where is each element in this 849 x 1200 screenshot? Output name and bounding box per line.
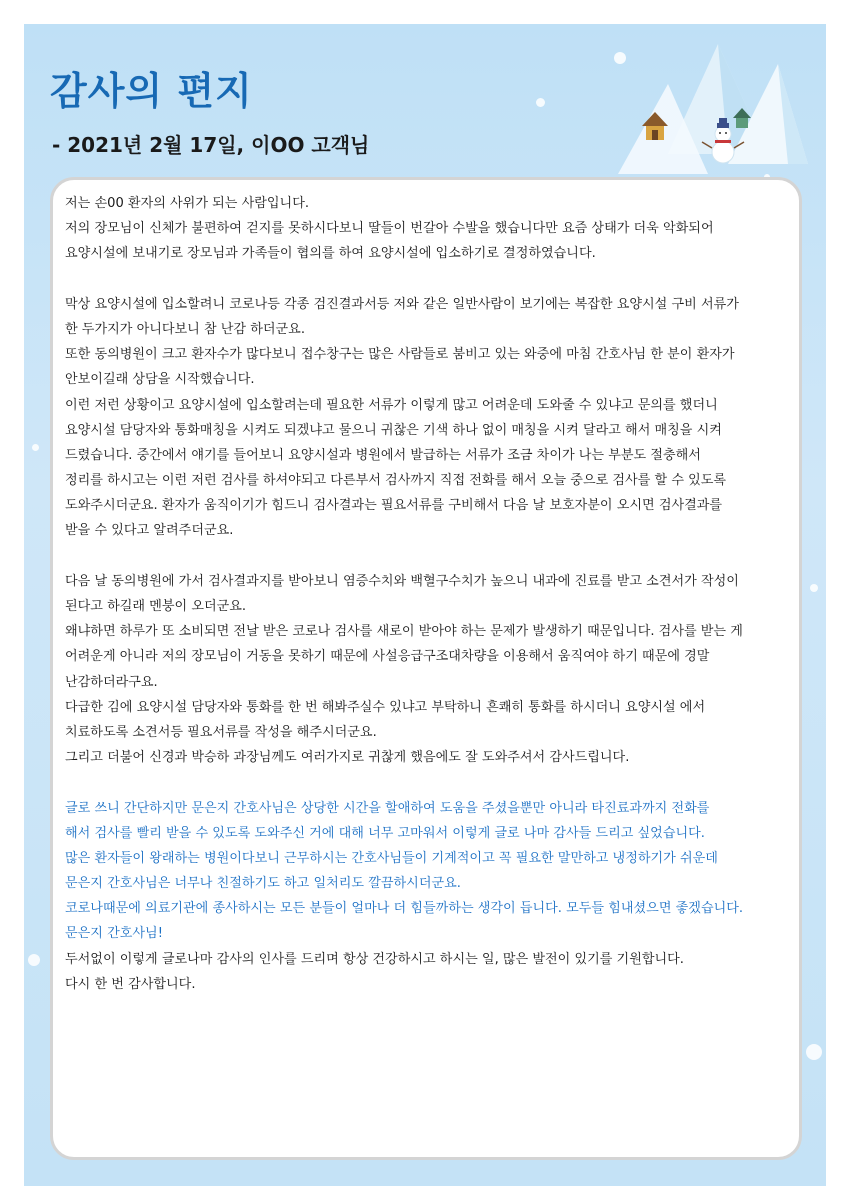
letter-line: 정리를 하시고는 이런 저런 검사를 하셔야되고 다른부서 검사까지 직접 전화를 해서 오늘 중으로 검사를 할 수 있도록 <box>65 473 727 489</box>
letter-body <box>50 177 802 1160</box>
letter-line: 또한 동의병원이 크고 환자수가 많다보니 접수창구는 많은 사람들로 붐비고 있는 와중에 마침 간호사님 한 분이 환자가 <box>65 347 735 363</box>
letter-page <box>24 24 826 1186</box>
paragraph <box>65 569 799 771</box>
snow-dot <box>28 954 40 966</box>
letter-line-highlight: 코로나때문에 의료기관에 종사하시는 모든 분들이 얼마나 더 힘들까하는 생각이 듭니다. 모두들 힘내셨으면 좋겠습니다. <box>65 901 744 917</box>
letter-line: 다음 날 동의병원에 가서 검사결과지를 받아보니 염증수치와 백혈구수치가 높으니 내과에 진료를 받고 소견서가 작성이 <box>65 573 739 589</box>
paragraph <box>65 191 799 267</box>
letter-line-highlight: 해서 검사를 빨리 받을 수 있도록 도와주신 거에 대해 너무 고마워서 이렇게 글로 나마 감사들 드리고 싶었습니다. <box>65 825 705 841</box>
letter-line: 왜냐하면 하루가 또 소비되면 전날 받은 코로나 검사를 새로이 받아야 하는 문제가 발생하기 때문입니다. 검사를 받는 게 <box>65 624 743 640</box>
letter-line: 한 두가지가 아니다보니 참 난감 하더군요. <box>65 321 305 337</box>
winter-scene-decoration <box>608 24 808 184</box>
letter-line: 이런 저런 상황이고 요양시설에 입소할려는데 필요한 서류가 이렇게 많고 어려운데 도와줄 수 있냐고 문의를 했더니 <box>65 397 718 413</box>
page-subtitle: - 2021년 2월 17일, 이OO 고객님 <box>52 133 370 157</box>
letter-line-highlight: 글로 쓰니 간단하지만 문은지 간호사님은 상당한 시간을 할애하여 도움을 주셨을뿐만 아니라 타진료과까지 전화를 <box>65 800 710 816</box>
paragraph <box>65 947 799 997</box>
letter-line: 도와주시더군요. 환자가 움직이기가 힘드니 검사결과는 필요서류를 구비해서 다음 날 보호자분이 오시면 검사결과를 <box>65 498 723 514</box>
letter-line: 받을 수 있다고 알려주더군요. <box>65 523 234 539</box>
letter-line: 치료하도록 소견서등 필요서류를 작성을 해주시더군요. <box>65 724 377 740</box>
letter-line: 된다고 하길래 멘붕이 오더군요. <box>65 599 247 614</box>
letter-line: 다급한 김에 요양시설 담당자와 통화를 한 번 해봐주실수 있냐고 부탁하니 흔쾌히 통화를 하시더니 요양시설 에서 <box>65 699 706 715</box>
letter-line: 드렸습니다. 중간에서 얘기를 들어보니 요양시설과 병원에서 발급하는 서류가 조금 차이가 나는 부분도 절충해서 <box>65 447 701 463</box>
letter-line: 두서없이 이렇게 글로나마 감사의 인사를 드리며 항상 건강하시고 하시는 일, 많은 발전이 있기를 기원합니다. <box>65 951 684 967</box>
letter-line: 어려운게 아니라 저의 장모님이 거동을 못하기 때문에 사설응급구조대차량을 이용해서 움직여야 하기 때문에 경말 <box>65 649 710 665</box>
letter-line: 요양시설 담당자와 통화매칭을 시켜도 되겠냐고 물으니 귀찮은 기색 하나 없이 매칭을 시켜 달라고 해서 매칭을 시켜 <box>65 422 722 438</box>
snow-dot <box>806 1044 822 1060</box>
snow-dot <box>32 444 39 451</box>
letter-line: 그리고 더불어 신경과 박승하 과장님께도 여러가지로 귀찮게 했음에도 잘 도와주셔서 감사드립니다. <box>65 750 630 766</box>
paragraph-highlight <box>65 796 799 947</box>
letter-line: 난감하더라구요. <box>65 674 158 690</box>
letter-line: 저의 장모님이 신체가 불편하여 걷지를 못하시다보니 딸들이 번갈아 수발을 했습니다만 요즘 상태가 더욱 악화되어 <box>65 221 714 237</box>
letter-line-highlight: 문은지 간호사님! <box>65 926 163 942</box>
letter-line-highlight: 문은지 간호사님은 너무나 친절하기도 하고 일처리도 깔끔하시더군요. <box>65 876 461 892</box>
letter-line: 안보이길래 상담을 시작했습니다. <box>65 372 255 388</box>
snow-dot <box>536 98 545 107</box>
letter-line: 막상 요양시설에 입소할려니 코로나등 각종 검진결과서등 저와 같은 일반사람이 보기에는 복잡한 요양시설 구비 서류가 <box>65 296 739 312</box>
letter-line: 저는 손00 환자의 사위가 되는 사람입니다. <box>65 196 310 211</box>
paragraph <box>65 292 799 544</box>
snow-dot <box>810 584 818 592</box>
page-title: 감사의 편지 <box>50 69 253 113</box>
letter-line: 다시 한 번 감사합니다. <box>65 976 196 992</box>
letter-line-highlight: 많은 환자들이 왕래하는 병원이다보니 근무하시는 간호사님들이 기계적이고 꼭 필요한 말만하고 냉정하기가 쉬운데 <box>65 850 718 866</box>
letter-line: 요양시설에 보내기로 장모님과 가족들이 협의를 하여 요양시설에 입소하기로 결정하였습니다. <box>65 246 596 262</box>
